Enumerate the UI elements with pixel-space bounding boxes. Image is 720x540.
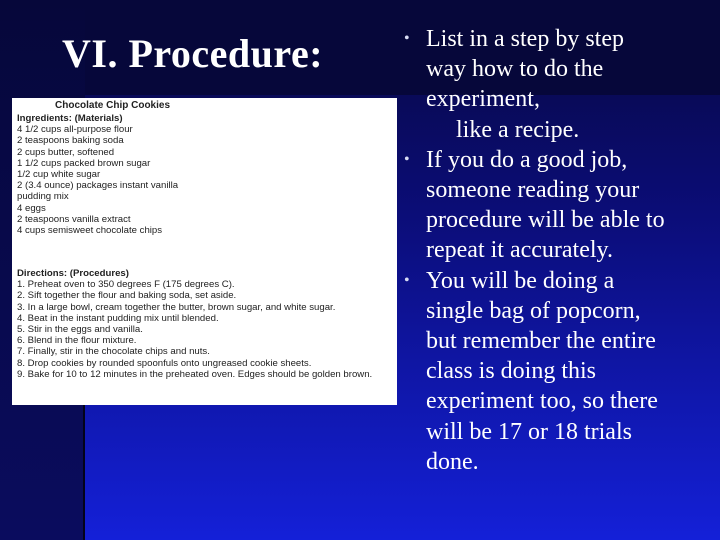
directions-list — [17, 279, 372, 380]
bullet-line: will be 17 or 18 trials — [426, 418, 632, 445]
bullet-line: single bag of popcorn, — [426, 297, 641, 324]
direction-step: 7. Finally, stir in the chocolate chips and nuts. — [17, 346, 210, 358]
bullet-item — [398, 115, 716, 145]
bullet-line: List in a step by step — [426, 26, 624, 52]
bullet-line: like a recipe. — [456, 116, 580, 143]
bullet-line: You will be doing a — [426, 267, 615, 294]
bullet-line: someone reading your — [426, 177, 640, 204]
bullet-list — [398, 24, 716, 477]
direction-step: 2. Sift together the flour and baking soda, set aside. — [17, 290, 237, 302]
direction-step: 5. Stir in the eggs and vanilla. — [17, 324, 143, 336]
ingredients-heading: Ingredients: (Materials) — [17, 113, 123, 124]
direction-step: 6. Blend in the flour mixture. — [17, 335, 137, 347]
bullet-icon: • — [404, 30, 410, 47]
bullet-icon: • — [404, 150, 410, 168]
direction-step: 9. Bake for 10 to 12 minutes in the preheated oven. Edges should be golden brown. — [17, 368, 373, 380]
recipe-title: Chocolate Chip Cookies — [55, 100, 171, 111]
ingredient-item: 2 teaspoons baking soda — [17, 135, 124, 147]
ingredient-item: 4 cups semisweet chocolate chips — [17, 225, 163, 237]
ingredient-item: 2 cups butter, softened — [17, 146, 115, 158]
bullet-line: but remember the entire — [426, 328, 656, 355]
bullet-line: experiment too, so there — [426, 388, 658, 415]
directions-heading: Directions: (Procedures) — [17, 268, 129, 279]
slide-title: VI. Procedure: — [62, 31, 324, 76]
ingredient-item: 4 eggs — [17, 202, 46, 214]
bullet-line: repeat it accurately. — [426, 237, 613, 264]
bullet-line: If you do a good job, — [426, 146, 628, 173]
ingredient-item: 4 1/2 cups all-purpose flour — [17, 124, 133, 136]
bullet-item — [398, 266, 716, 477]
ingredient-item: 2 (3.4 ounce) packages instant vanilla — [17, 180, 179, 192]
direction-step: 8. Drop cookies by rounded spoonfuls onto ungreased cookie sheets. — [17, 357, 312, 369]
direction-step: 3. In a large bowl, cream together the butter, brown sugar, and white sugar. — [17, 301, 336, 313]
direction-step: 1. Preheat oven to 350 degrees F (175 degrees C). — [17, 279, 235, 291]
ingredients-list — [17, 124, 178, 236]
bullet-item — [398, 24, 716, 115]
bullet-item — [398, 145, 716, 266]
bullet-icon: • — [404, 271, 410, 289]
bullet-line: experiment, — [426, 86, 540, 113]
bullet-line: done. — [426, 448, 479, 475]
bullet-line: way how to do the — [426, 56, 604, 83]
bullet-line: procedure will be able to — [426, 207, 665, 234]
ingredients-block — [17, 113, 178, 236]
ingredient-item: 1 1/2 cups packed brown sugar — [17, 157, 151, 169]
bullet-line: class is doing this — [426, 358, 597, 385]
directions-block — [17, 268, 372, 380]
direction-step: 4. Beat in the instant pudding mix until blended. — [17, 312, 219, 324]
recipe-image — [12, 98, 397, 405]
ingredient-item: 1/2 cup white sugar — [17, 169, 101, 181]
ingredient-item: 2 teaspoons vanilla extract — [17, 213, 131, 225]
ingredient-item: pudding mix — [17, 191, 69, 203]
